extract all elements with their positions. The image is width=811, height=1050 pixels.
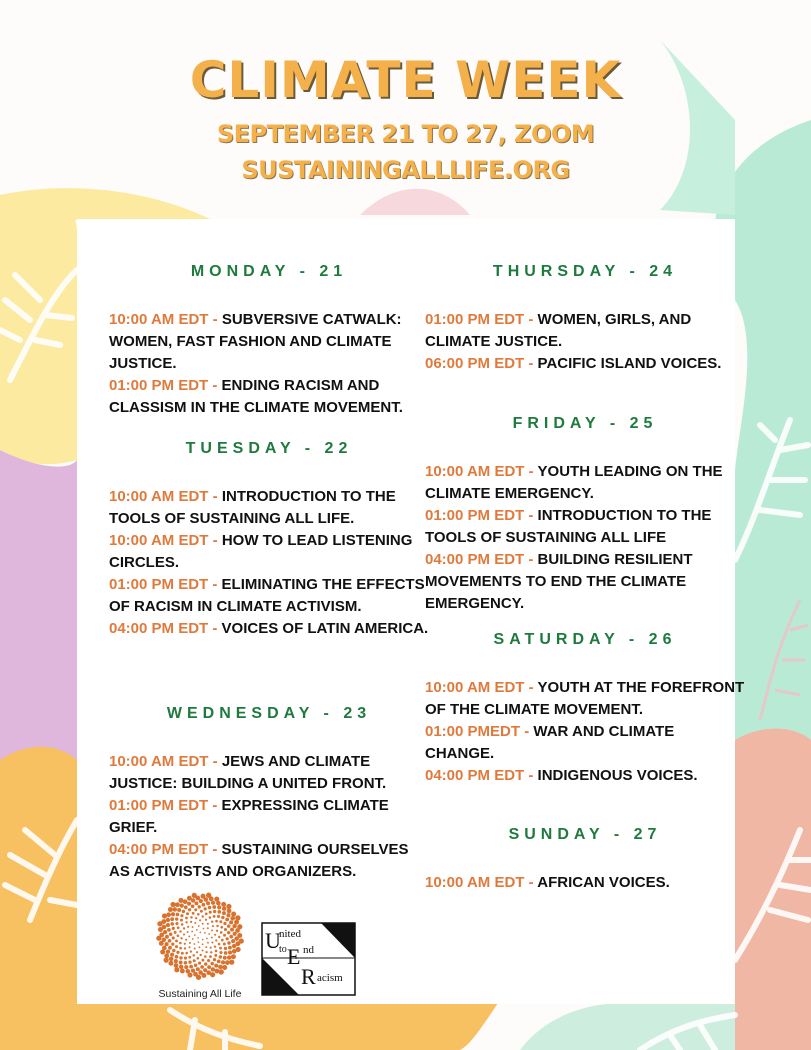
event-time: 10:00 AM EDT (425, 874, 525, 891)
uer-word-to: to (279, 944, 287, 955)
sustaining-all-life-logo (145, 891, 255, 1000)
day-heading: WEDNESDAY - 23 (166, 705, 372, 722)
event-time: 01:00 PM EDT (109, 797, 209, 814)
day-heading: SATURDAY - 26 (493, 631, 677, 648)
event-time: 10:00 AM EDT (109, 488, 209, 505)
event-item: 04:00 PM EDT - BUILDING RESILIENT MOVEMENTS TO END THE CLIMATE EMERGENCY. (425, 551, 693, 612)
event-title: AFRICAN VOICES. (537, 874, 670, 891)
event-title: PACIFIC ISLAND VOICES. (537, 355, 722, 372)
uer-letter-u: U (265, 928, 281, 953)
day-heading: FRIDAY - 25 (512, 415, 658, 432)
event-title: SUSTAINING OURSELVES AS ACTIVISTS AND ORGANIZERS. (109, 841, 409, 880)
event-item: 10:00 AM EDT - YOUTH LEADING ON THE CLIMATE EMERGENCY. (425, 463, 723, 502)
event-item: 04:00 PM EDT - SUSTAINING OURSELVES AS ACTIVISTS AND ORGANIZERS. (109, 841, 409, 880)
uer-word-nited: nited (279, 928, 301, 940)
page-title: CLIMATE WEEK (189, 51, 622, 109)
united-to-end-racism-logo (261, 922, 356, 996)
event-title: YOUTH LEADING ON THE CLIMATE EMERGENCY. (425, 463, 723, 502)
event-item: 01:00 PM EDT - EXPRESSING CLIMATE GRIEF. (109, 797, 389, 836)
uer-letter-e: E (287, 944, 301, 969)
event-title: HOW TO LEAD LISTENING CIRCLES. (109, 532, 413, 571)
event-item: 04:00 PM EDT - INDIGENOUS VOICES. (425, 767, 698, 784)
event-time: 04:00 PM EDT (109, 841, 209, 858)
day-heading: MONDAY - 21 (190, 263, 348, 280)
event-time: 01:00 PM EDT (109, 377, 209, 394)
day-heading: TUESDAY - 22 (185, 440, 353, 457)
website-url: SUSTAININGALLLIFE.ORG (241, 156, 570, 184)
uer-word-acism: acism (317, 972, 343, 984)
day-section-saturday (425, 629, 745, 787)
event-time: 04:00 PM EDT (109, 620, 209, 637)
logo-caption: Sustaining All Life (158, 988, 242, 1000)
uer-letter-r: R (301, 964, 316, 989)
event-title: BUILDING RESILIENT MOVEMENTS TO END THE CLIMATE EMERGENCY. (425, 551, 693, 612)
event-time: 10:00 AM EDT (109, 753, 209, 770)
event-time: 10:00 AM EDT (425, 679, 525, 696)
event-item: 10:00 AM EDT - YOUTH AT THE FOREFRONT OF THE CLIMATE MOVEMENT. (425, 679, 745, 718)
day-heading: THURSDAY - 24 (492, 263, 678, 280)
event-item: 01:00 PM EDT - ENDING RACISM AND CLASSISM IN THE CLIMATE MOVEMENT. (109, 377, 403, 416)
event-time: 04:00 PM EDT (425, 551, 525, 568)
day-section-tuesday (109, 438, 429, 640)
schedule-card (77, 219, 745, 1004)
day-section-sunday (425, 824, 745, 894)
sunflower-icon (155, 891, 245, 981)
event-item: 01:00 PMEDT - WAR AND CLIMATE CHANGE. (425, 723, 675, 762)
event-time: 01:00 PMEDT (425, 723, 521, 740)
event-time: 10:00 AM EDT (109, 532, 209, 549)
event-time: 01:00 PM EDT (425, 507, 525, 524)
uer-word-nd: nd (303, 944, 314, 956)
event-item: 06:00 PM EDT - PACIFIC ISLAND VOICES. (425, 355, 722, 372)
event-item: 10:00 AM EDT - HOW TO LEAD LISTENING CIRCLES. (109, 532, 413, 571)
event-title: ENDING RACISM AND CLASSISM IN THE CLIMATE MOVEMENT. (109, 377, 403, 416)
event-title: SUBVERSIVE CATWALK: WOMEN, FAST FASHION AND CLIMATE JUSTICE. (109, 311, 402, 372)
day-section-thursday (425, 261, 745, 375)
event-item: 10:00 AM EDT - AFRICAN VOICES. (425, 874, 670, 891)
event-time: 01:00 PM EDT (109, 576, 209, 593)
event-item: 04:00 PM EDT - VOICES OF LATIN AMERICA. (109, 620, 429, 637)
header (0, 50, 811, 188)
event-dates: SEPTEMBER 21 TO 27, ZOOM (216, 120, 595, 148)
event-item: 01:00 PM EDT - INTRODUCTION TO THE TOOLS OF SUSTAINING ALL LIFE (425, 507, 712, 546)
event-item: 10:00 AM EDT - JEWS AND CLIMATE JUSTICE: BUILDING A UNITED FRONT. (109, 753, 387, 792)
event-title: JEWS AND CLIMATE JUSTICE: BUILDING A UNITED FRONT. (109, 753, 387, 792)
event-title: VOICES OF LATIN AMERICA. (221, 620, 429, 637)
day-section-wednesday (109, 703, 429, 883)
event-time: 04:00 PM EDT (425, 767, 525, 784)
event-title: WOMEN, GIRLS, AND CLIMATE JUSTICE. (425, 311, 692, 350)
event-time: 10:00 AM EDT (109, 311, 209, 328)
event-item: 10:00 AM EDT - SUBVERSIVE CATWALK: WOMEN, FAST FASHION AND CLIMATE JUSTICE. (109, 311, 402, 372)
event-title: INDIGENOUS VOICES. (537, 767, 698, 784)
day-heading: SUNDAY - 27 (508, 826, 662, 843)
event-title: WAR AND CLIMATE CHANGE. (425, 723, 675, 762)
event-title: ELIMINATING THE EFFECTS OF RACISM IN CLIMATE ACTIVISM. (109, 576, 425, 615)
event-title: INTRODUCTION TO THE TOOLS OF SUSTAINING ALL LIFE. (109, 488, 396, 527)
event-title: EXPRESSING CLIMATE GRIEF. (109, 797, 389, 836)
day-section-monday (109, 261, 429, 419)
event-item: 01:00 PM EDT - ELIMINATING THE EFFECTS OF RACISM IN CLIMATE ACTIVISM. (109, 576, 425, 615)
event-title: YOUTH AT THE FOREFRONT OF THE CLIMATE MOVEMENT. (425, 679, 745, 718)
event-time: 01:00 PM EDT (425, 311, 525, 328)
event-time: 10:00 AM EDT (425, 463, 525, 480)
event-time: 06:00 PM EDT (425, 355, 525, 372)
day-section-friday (425, 413, 745, 615)
event-item: 01:00 PM EDT - WOMEN, GIRLS, AND CLIMATE JUSTICE. (425, 311, 692, 350)
event-title: INTRODUCTION TO THE TOOLS OF SUSTAINING ALL LIFE (425, 507, 712, 546)
event-item: 10:00 AM EDT - INTRODUCTION TO THE TOOLS OF SUSTAINING ALL LIFE. (109, 488, 396, 527)
